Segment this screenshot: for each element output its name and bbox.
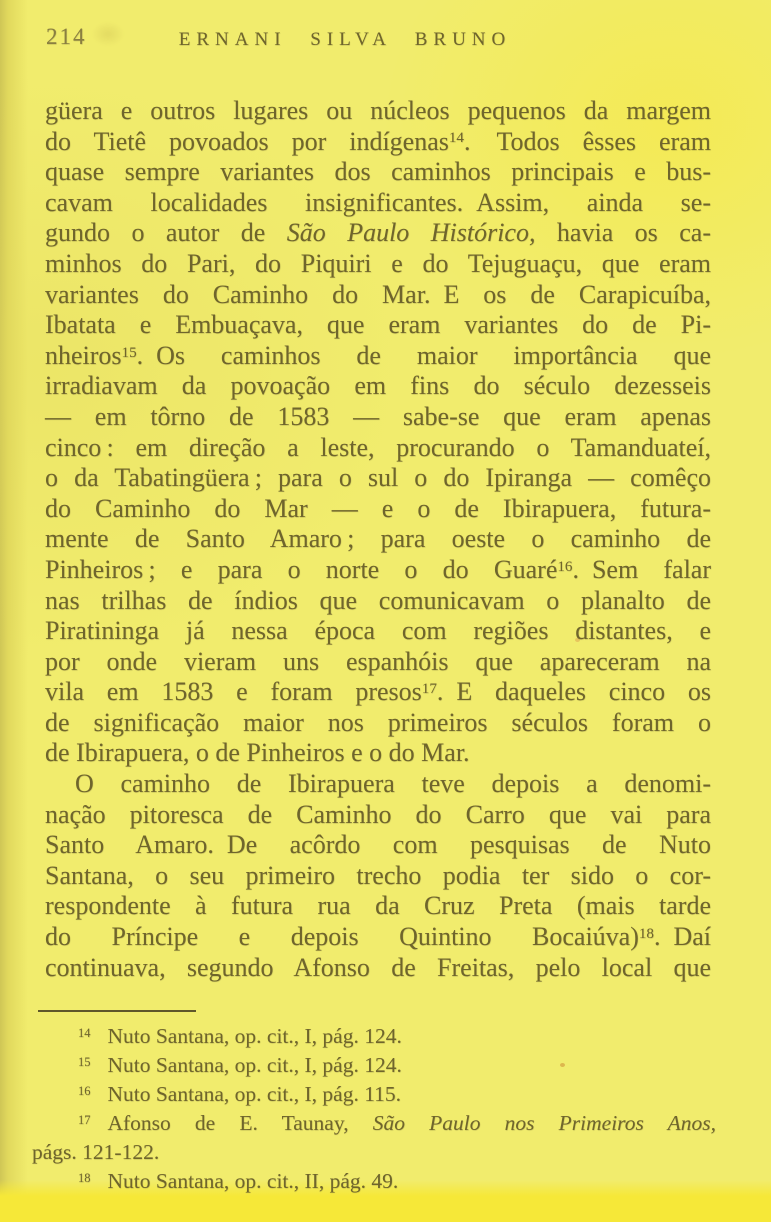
body-line: [45, 769, 711, 800]
footnote-separator-rule: [38, 1010, 196, 1012]
text-run: nas trilhas de índios que comunicavam o planalto de: [45, 585, 711, 615]
text-run: Afonso de E. Taunay,: [107, 1111, 373, 1135]
footnote-number: 16: [78, 1084, 91, 1099]
footnote: [32, 1051, 716, 1080]
text-run: mente de Santo Amaro ; para oeste o caminho de: [45, 524, 711, 554]
body-line: [45, 341, 711, 372]
body-line: [45, 586, 711, 617]
body-line: [45, 96, 711, 127]
body-line: [45, 433, 711, 464]
body-line: [45, 738, 711, 769]
footnote: [32, 1022, 716, 1051]
footnote-ref: 17: [421, 681, 437, 698]
footnote-ref: 15: [121, 344, 137, 361]
body-line: [45, 280, 711, 311]
footnote-continuation: [32, 1138, 716, 1167]
text-run: Pinheiros ; e para o norte o do Guaré: [45, 554, 558, 584]
body-line: [45, 218, 711, 249]
footnotes-block: [32, 1022, 716, 1196]
text-run: Santana, o seu primeiro trecho podia ter sido o cor-: [45, 860, 711, 890]
text-run: . Daí: [653, 922, 711, 952]
text-run: Santo Amaro. De acôrdo com pesquisas de Nuto: [45, 830, 711, 860]
footnote-ref: 14: [448, 130, 464, 147]
body-line: [45, 677, 711, 708]
body-line: [45, 310, 711, 341]
text-run: Nuto Santana, op. cit., I, pág. 124.: [107, 1053, 402, 1077]
body-line: [45, 953, 711, 984]
text-run: vila em 1583 e foram presos: [45, 677, 422, 707]
text-run: Nuto Santana, op. cit., I, pág. 124.: [107, 1024, 402, 1048]
ink-smudge: [92, 22, 124, 46]
text-run: Nuto Santana, op. cit., II, pág. 49.: [107, 1169, 399, 1193]
text-run: . Sem falar: [572, 554, 711, 584]
text-run: variantes do Caminho do Mar. E os de Carapicuíba,: [45, 279, 711, 309]
text-run: Nuto Santana, op. cit., I, pág. 115.: [107, 1082, 402, 1106]
body-line: [45, 402, 711, 433]
paragraph: [45, 769, 711, 983]
body-line: [45, 922, 711, 953]
text-run: de significação maior nos primeiros séculos foram o: [45, 707, 711, 737]
body-line: [45, 708, 711, 739]
footnote-number: 14: [78, 1026, 91, 1041]
body-line: [45, 891, 711, 922]
text-run: do Príncipe e depois Quintino Bocaiúva): [45, 922, 639, 952]
body-line: [45, 249, 711, 280]
text-run: minhos do Pari, do Piquiri e do Tejuguaçu, que eram: [45, 248, 711, 278]
page-number: 214: [46, 24, 87, 49]
text-run: — em tôrno de 1583 — sabe-se que eram apenas: [45, 401, 711, 431]
body-line: [45, 494, 711, 525]
footnote-number: 18: [78, 1171, 91, 1186]
footnote: [32, 1080, 716, 1109]
footnote: [32, 1167, 716, 1196]
text-run: . Todos êsses eram: [463, 126, 711, 156]
body-text: [45, 96, 711, 983]
footnote-number: 15: [78, 1055, 91, 1070]
text-run: por onde vieram uns espanhóis que apareceram na: [45, 646, 711, 676]
body-line: [45, 830, 711, 861]
text-run: . Os caminhos de maior importância que: [136, 340, 711, 370]
text-run: respondente à futura rua da Cruz Preta (mais tarde: [45, 891, 711, 921]
body-line: [45, 555, 711, 586]
text-run: nação pitoresca de Caminho do Carro que vai para: [45, 799, 711, 829]
text-run: do Caminho do Mar — e o de Ibirapuera, futura-: [45, 493, 711, 523]
text-run: o da Tabatingüera ; para o sul o do Ipiranga — comêço: [45, 463, 711, 493]
text-run: irradiavam da povoação em fins do século dezesseis: [45, 371, 711, 401]
text-run: O caminho de Ibirapuera teve depois a denomi-: [75, 769, 711, 799]
running-header: ERNANI SILVA BRUNO: [178, 29, 512, 50]
text-run: cavam localidades insignificantes. Assim, ainda se-: [45, 187, 711, 217]
text-run: . E daqueles cinco os: [436, 677, 712, 707]
text-run: continuava, segundo Afonso de Freitas, pelo local que: [45, 952, 711, 982]
text-run: havia os ca-: [535, 218, 711, 248]
body-line: [45, 861, 711, 892]
body-line: [45, 800, 711, 831]
text-run: do Tietê povoados por indígenas: [45, 126, 449, 156]
body-line: [45, 463, 711, 494]
body-line: [45, 188, 711, 219]
paragraph: [45, 96, 711, 769]
text-run: Piratininga já nessa época com regiões distantes, e: [45, 616, 711, 646]
body-line: [45, 157, 711, 188]
body-line: [45, 127, 711, 158]
text-run: de Ibirapuera, o de Pinheiros e o do Mar.: [45, 738, 470, 768]
italic-book-title: São Paulo Histórico,: [286, 218, 536, 248]
text-run: güera e outros lugares ou núcleos pequenos da margem: [45, 96, 711, 125]
footnote-number: 17: [78, 1113, 91, 1128]
body-line: [45, 647, 711, 678]
text-run: págs. 121-122.: [32, 1140, 160, 1164]
body-line: [45, 524, 711, 555]
text-run: Ibatata e Embuaçava, que eram variantes do de Pi-: [45, 310, 711, 340]
body-line: [45, 616, 711, 647]
text-run: nheiros: [45, 340, 122, 370]
text-run: quase sempre variantes dos caminhos principais e bus-: [45, 157, 711, 187]
footnote: [32, 1109, 716, 1138]
footnote-ref: 18: [638, 925, 654, 942]
text-run: cinco : em direção a leste, procurando o Tamanduateí,: [45, 432, 711, 462]
text-run: gundo o autor de: [45, 218, 287, 248]
footnote-ref: 16: [557, 558, 573, 575]
italic-book-title: São Paulo nos Primeiros Anos,: [372, 1111, 716, 1135]
body-line: [45, 371, 711, 402]
